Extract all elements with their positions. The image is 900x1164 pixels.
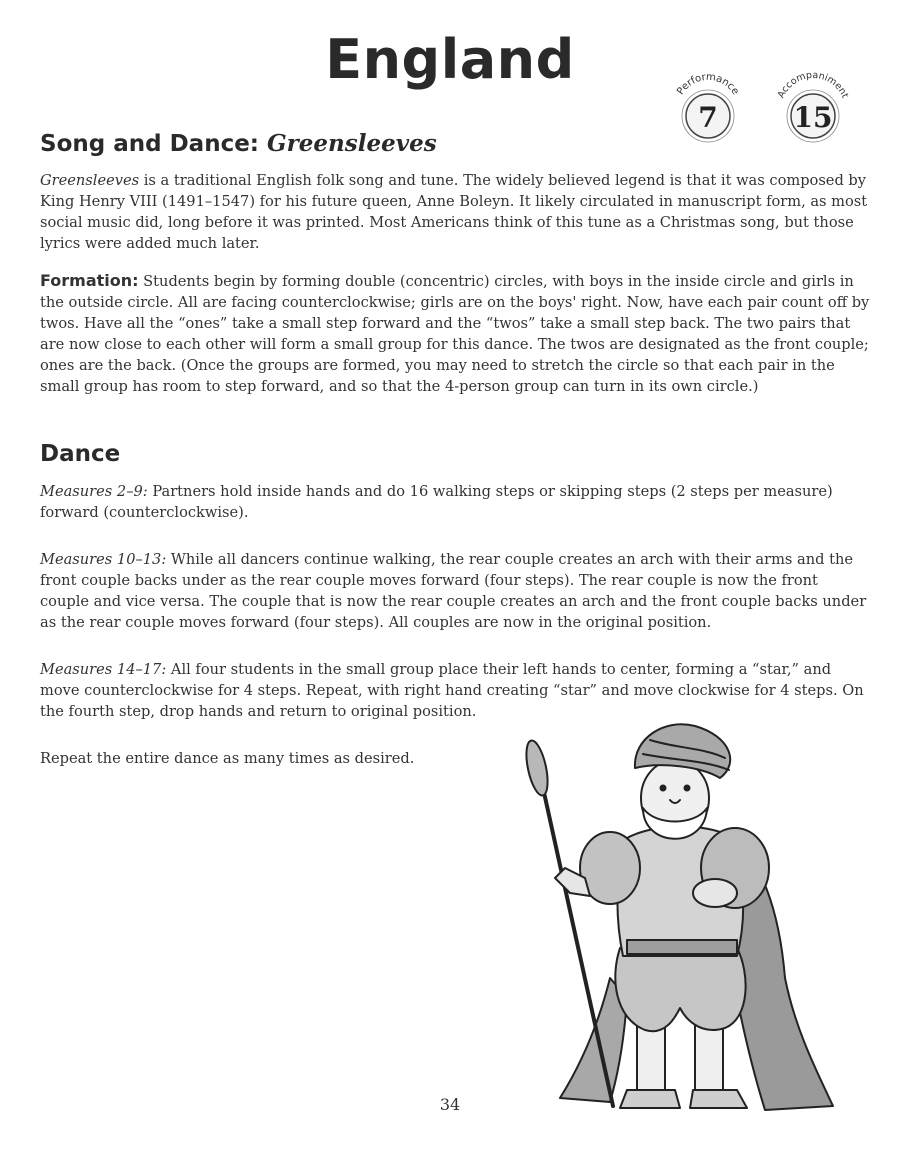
page-number: 34 xyxy=(439,1095,461,1114)
step-text: Partners hold inside hands and do 16 walking steps or skipping steps (2 steps per measure) forward (counterclockwise). xyxy=(40,483,833,521)
accompaniment-badge-number: 15 xyxy=(793,101,833,134)
step-text: While all dancers continue walking, the rear couple creates an arch with their arms and the front couple backs under as the rear couple moves forward (four steps). The rear couple is now the front couple and vice versa. The couple that is now the rear couple creates an arch and the front couple backs under as the rear couple moves forward (four steps). All couples are now in the original position. xyxy=(40,551,867,631)
step-label: Measures 2–9: xyxy=(40,483,148,500)
step-paragraph xyxy=(40,481,870,523)
section-heading-song-and-dance xyxy=(40,130,437,157)
svg-text:Performance xyxy=(675,72,741,97)
section-heading-dance: Dance xyxy=(40,441,121,467)
step-paragraph xyxy=(40,659,870,722)
formation-paragraph xyxy=(40,270,870,397)
formation-text: Students begin by forming double (concentric) circles, with boys in the inside circle and girls in the outside circle. All are facing counterclockwise; girls are on the boys' right. Now, have each pair count off by twos. Have all the “ones” take a small step forward and the “twos” take a small step back. The two pairs that are now close to each other will form a small group for this dance. The twos are designated as the front couple; ones are the back. (Once the groups are formed, you may need to stretch the circle so that each pair in the small group has room to step forward, and so that the 4-person group can turn in its own circle.) xyxy=(40,273,870,395)
accompaniment-badge-graphic xyxy=(773,68,853,148)
accompaniment-badge xyxy=(773,68,853,148)
step-label: Measures 14–17: xyxy=(40,661,167,678)
performance-badge-label: Performance xyxy=(675,71,741,97)
page-title: England xyxy=(325,28,575,91)
section-heading-italic: Greensleeves xyxy=(267,130,437,157)
king-henry-illustration xyxy=(515,718,845,1118)
step-text: All four students in the small group place their left hands to center, forming a “star,” and move counterclockwise for 4 steps. Repeat, with right hand creating “star” and move clockwise for 4 steps. On the fourth step, drop hands and return to original position. xyxy=(40,661,864,720)
performance-badge-graphic xyxy=(668,68,748,148)
section-heading-prefix: Song and Dance: xyxy=(40,131,268,157)
formation-label: Formation: xyxy=(40,271,139,290)
intro-paragraph xyxy=(40,170,870,254)
closing-paragraph: Repeat the entire dance as many times as desired. xyxy=(40,750,415,767)
accompaniment-badge-label: Accompaniment xyxy=(775,69,851,100)
performance-badge xyxy=(668,68,748,148)
performance-badge-number: 7 xyxy=(698,101,718,134)
step-paragraph xyxy=(40,549,870,633)
intro-text: is a traditional English folk song and tune. The widely believed legend is that it was composed by King Henry VIII (1491–1547) for his future queen, Anne Boleyn. It likely circulated in manuscript form, as most social music did, long before it was printed. Most Americans think of this tune as a Christmas song, but those lyrics were added much later. xyxy=(40,172,868,252)
king-henry-drawing xyxy=(515,718,845,1118)
step-label: Measures 10–13: xyxy=(40,551,167,568)
intro-italic: Greensleeves xyxy=(40,172,140,189)
